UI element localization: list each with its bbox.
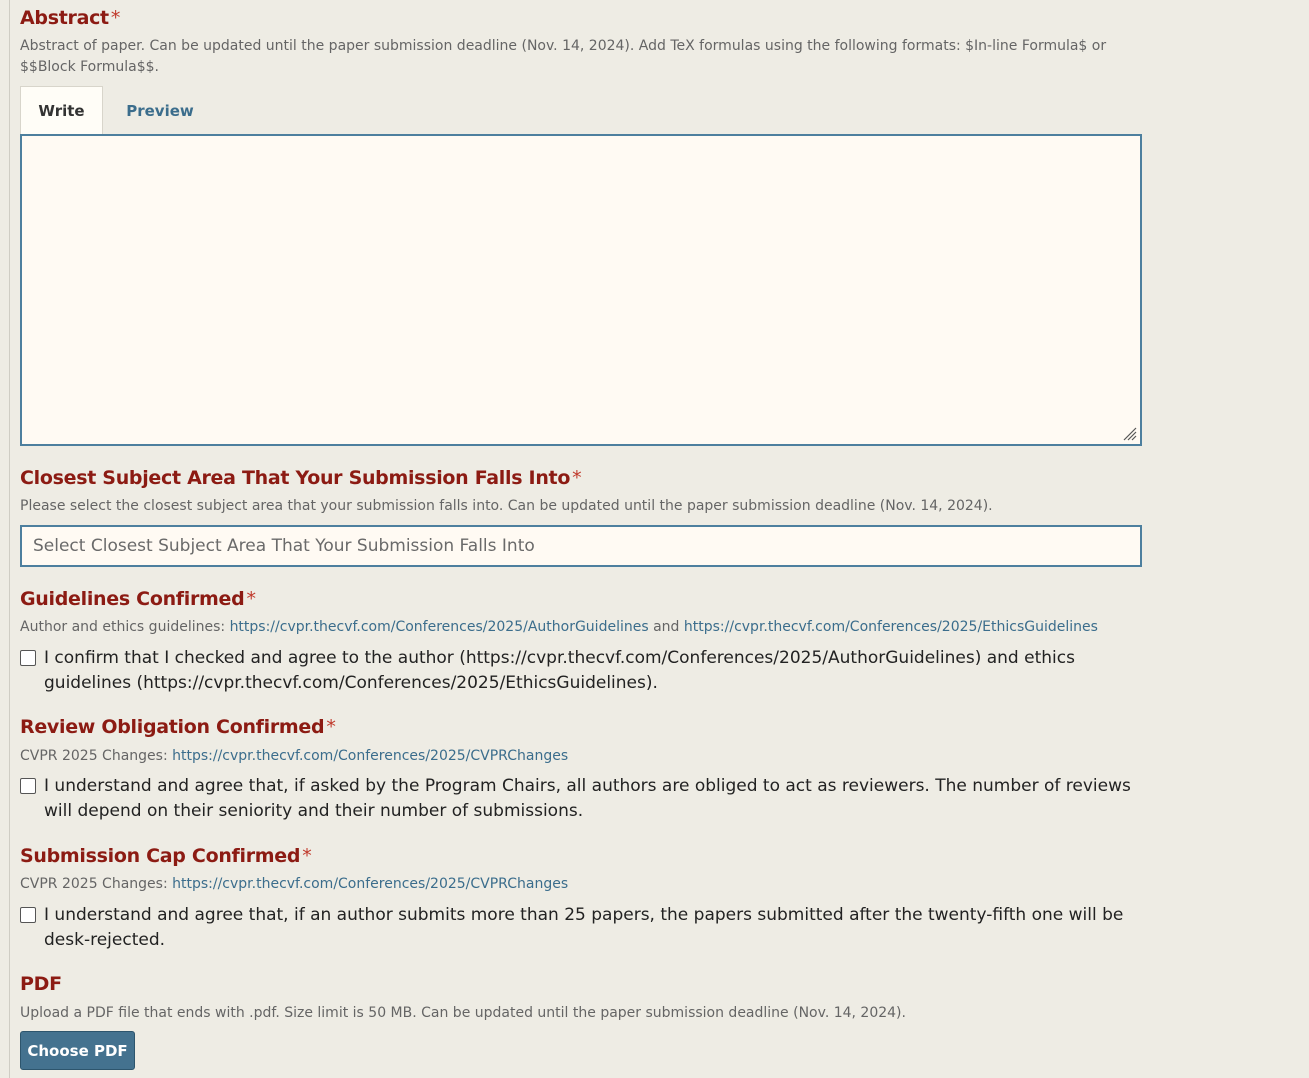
tab-write[interactable]: Write [20, 86, 103, 135]
required-mark: * [302, 845, 312, 867]
subject-area-hint: Please select the closest subject area that your submission falls into. Can be updated until the paper submission deadline (Nov. 14, 2024). [20, 498, 993, 514]
cvpr-changes-link[interactable]: https://cvpr.thecvf.com/Conferences/2025/CVPRChanges [172, 876, 569, 892]
ethics-guidelines-link[interactable]: https://cvpr.thecvf.com/Conferences/2025/EthicsGuidelines [683, 619, 1098, 635]
subject-area-title: Closest Subject Area That Your Submission Falls Into * [20, 467, 582, 489]
guidelines-hint: Author and ethics guidelines: https://cvpr.thecvf.com/Conferences/2025/AuthorGuidelines and https://cvpr.thecvf.com/Conferences/2025/EthicsGuidelines [20, 619, 1098, 635]
required-mark: * [572, 467, 582, 489]
pdf-hint: Upload a PDF file that ends with .pdf. Size limit is 50 MB. Can be updated until the paper submission deadline (Nov. 14, 2024). [20, 1005, 906, 1021]
resize-grip-icon[interactable] [1121, 425, 1137, 441]
pdf-title: PDF [20, 973, 62, 995]
submission-cap-checkbox-label: I understand and agree that, if an author submits more than 25 papers, the papers submitted after the twenty-fifth one will be desk-rejected. [44, 905, 1124, 950]
guidelines-title: Guidelines Confirmed * [20, 588, 256, 610]
cvpr-changes-link[interactable]: https://cvpr.thecvf.com/Conferences/2025/CVPRChanges [172, 748, 569, 764]
review-obligation-title: Review Obligation Confirmed * [20, 716, 336, 738]
required-mark: * [246, 588, 256, 610]
guidelines-checkbox-label: I confirm that I checked and agree to the author (https://cvpr.thecvf.com/Conferences/2025/AuthorGuidelines) and ethics guidelines (https://cvpr.thecvf.com/Conferences/2025/EthicsGuidelines). [44, 648, 1075, 693]
abstract-hint: Abstract of paper. Can be updated until the paper submission deadline (Nov. 14, 2024). Add TeX formulas using the following formats: $In-line Formula$ or $$Block Formula$$. [20, 38, 1107, 75]
author-guidelines-link[interactable]: https://cvpr.thecvf.com/Conferences/2025/AuthorGuidelines [229, 619, 649, 635]
required-mark: * [110, 7, 121, 29]
subject-area-select[interactable]: Select Closest Subject Area That Your Submission Falls Into [20, 525, 1142, 567]
choose-pdf-button[interactable]: Choose PDF [20, 1031, 135, 1070]
review-obligation-checkbox-label: I understand and agree that, if asked by the Program Chairs, all authors are obliged to act as reviewers. The number of reviews will depend on their seniority and their number of submissions. [44, 776, 1131, 821]
guidelines-checkbox-row [20, 646, 1142, 696]
submission-cap-title: Submission Cap Confirmed * [20, 845, 312, 867]
guidelines-checkbox[interactable] [20, 650, 36, 666]
required-mark: * [326, 716, 336, 738]
submission-cap-checkbox[interactable] [20, 907, 36, 923]
abstract-textarea[interactable] [20, 134, 1142, 446]
review-obligation-hint: CVPR 2025 Changes: https://cvpr.thecvf.com/Conferences/2025/CVPRChanges [20, 748, 569, 764]
review-obligation-checkbox[interactable] [20, 778, 36, 794]
tab-preview[interactable]: Preview [126, 101, 194, 120]
left-border [9, 0, 10, 1078]
submission-cap-checkbox-row [20, 903, 1142, 953]
review-obligation-checkbox-row [20, 774, 1142, 824]
abstract-title: Abstract * [20, 7, 121, 29]
submission-cap-hint: CVPR 2025 Changes: https://cvpr.thecvf.com/Conferences/2025/CVPRChanges [20, 876, 569, 892]
